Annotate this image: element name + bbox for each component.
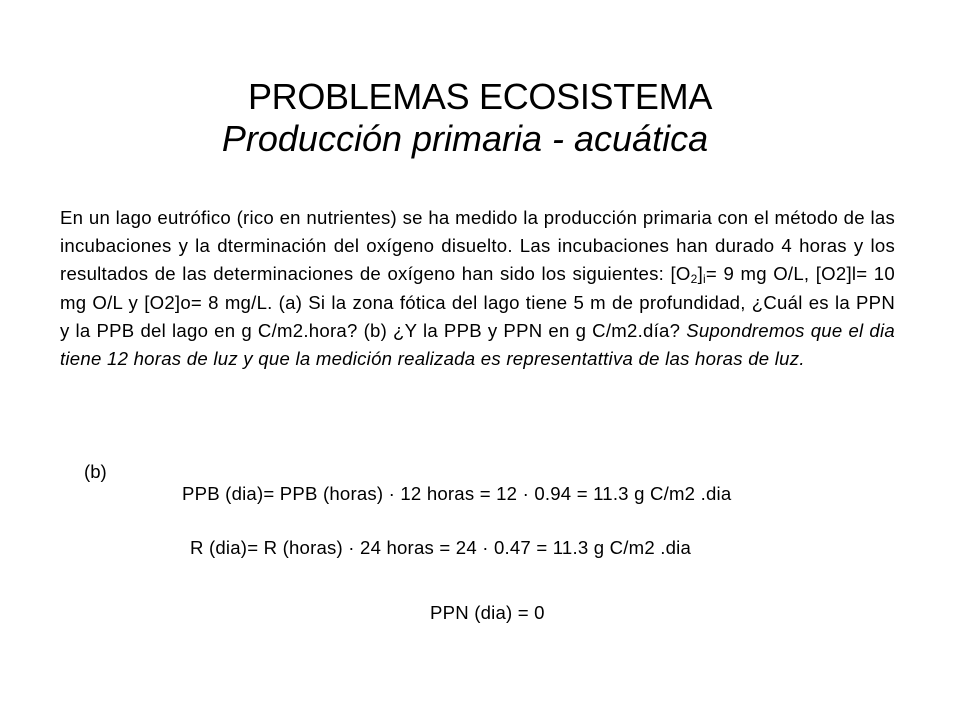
- subscript-i: i: [703, 272, 706, 287]
- problem-statement: [60, 204, 895, 373]
- problem-text-part-1: En un lago eutrófico (rico en nutrientes) se ha medido la producción primaria con el método de las incubaciones y la dterminación del oxígeno disuelto. Las incubaciones han durado 4 horas y los resultados de las determinaciones de oxígeno han sido los siguientes: [O: [60, 207, 895, 285]
- problem-assumption: Supondremos que el dia tiene 12 horas de luz y que la medición realizada es representattiva de las horas de luz.: [60, 319, 895, 370]
- ppb-equation: PPB (dia)= PPB (horas) · 12 horas = 12 · 0.94 = 11.3 g C/m2 .dia: [182, 483, 732, 504]
- respiration-equation: R (dia)= R (horas) · 24 horas = 24 · 0.47 = 11.3 g C/m2 .dia: [190, 537, 692, 558]
- slide-title: PROBLEMAS ECOSISTEMA: [247, 76, 713, 117]
- problem-text-part-2: = 9 mg O/L, [O2]l= 10 mg O/L y [O2]o= 8 mg/L. (a) Si la zona fótica del lago tiene 5 m de profundidad, ¿Cuál es la PPN y la PPB del lago en g C/m2.hora? (b) ¿Y la PPB y PPN en g C/m2.día?: [60, 263, 895, 341]
- subscript-2: 2: [690, 272, 698, 287]
- slide-subtitle: Producción primaria - acuática: [221, 118, 709, 159]
- answer-label: (b): [84, 461, 107, 482]
- ppn-equation: PPN (dia) = 0: [430, 602, 545, 623]
- closing-bracket: ]: [697, 263, 703, 285]
- title-block: [0, 76, 960, 160]
